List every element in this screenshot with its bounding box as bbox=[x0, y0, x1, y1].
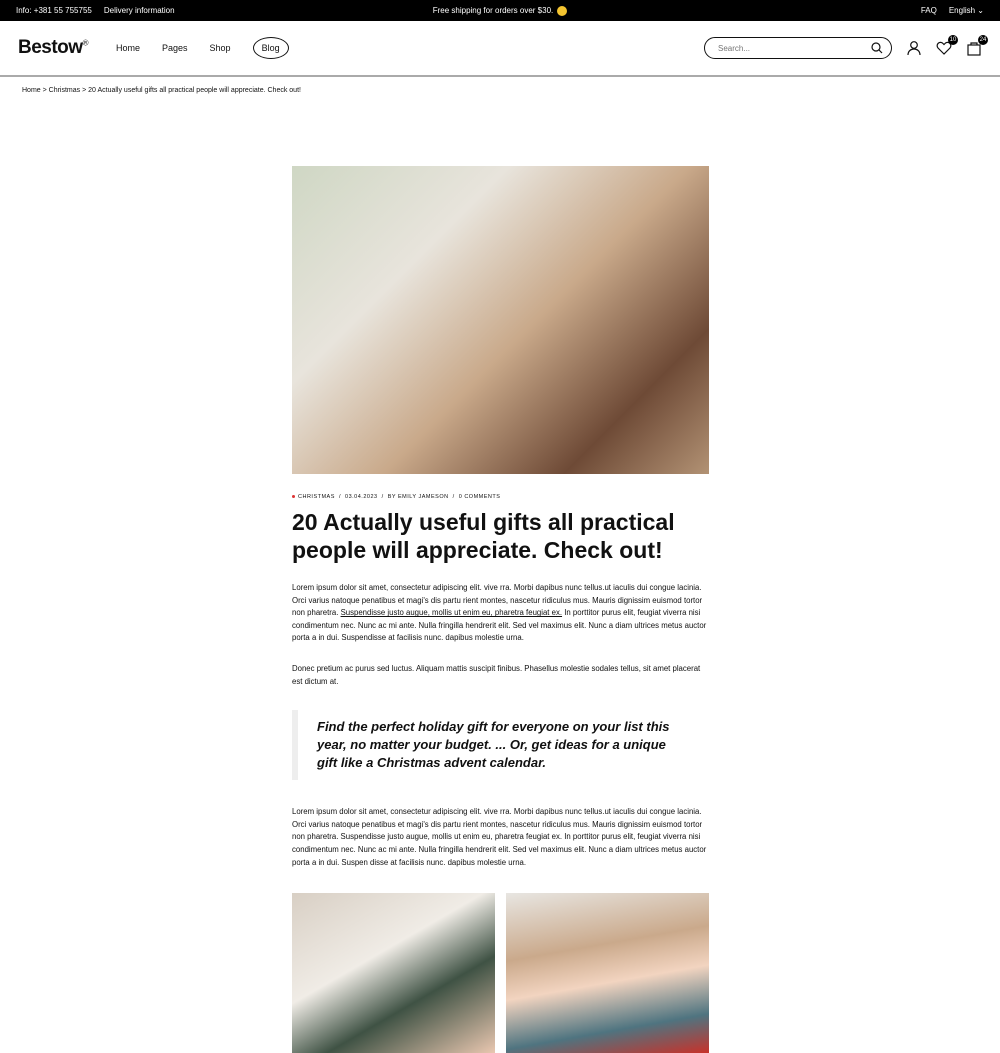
nav-pages[interactable]: Pages bbox=[162, 43, 188, 53]
faq-link[interactable]: FAQ bbox=[920, 6, 937, 15]
paragraph-2: Donec pretium ac purus sed luctus. Aliquam mattis suscipit finibus. Phasellus molestie sodales tellus, sit amet placerat est dictum at. bbox=[292, 663, 701, 686]
cart-count: 24 bbox=[979, 37, 987, 43]
main-nav bbox=[116, 37, 289, 59]
top-bar bbox=[0, 0, 1000, 21]
p1-text-b: In porttitor purus elit, feugiat viverra nisi condimentum nec. Nunc ac mi ante. Nulla fringilla hendrerit elit. Sed vel maximus elit. Nunc a diam ultrices metus auctor porta a in dui. Suspendisse at facilisis nunc. dapibus molestie urna. bbox=[292, 608, 707, 643]
search-box bbox=[704, 37, 892, 59]
gift-image bbox=[292, 893, 495, 1053]
shipping-notice: Free shipping for orders over $30. bbox=[432, 5, 554, 15]
article-title: 20 Actually useful gifts all practical people will appreciate. Check out! bbox=[292, 509, 675, 563]
language-selector[interactable]: English ⌄ bbox=[948, 6, 984, 15]
search-icon[interactable] bbox=[871, 42, 883, 54]
blockquote: Find the perfect holiday gift for everyone on your list this year, no matter your budget. ... Or, get ideas for a unique gift like a Christmas advent calendar. bbox=[292, 710, 682, 780]
delivery-info-link[interactable]: Delivery information bbox=[103, 6, 175, 15]
nav-home[interactable]: Home bbox=[115, 43, 140, 53]
category-dot-icon bbox=[292, 495, 295, 498]
paragraph-1 bbox=[292, 582, 709, 645]
post-meta: CHRISTMAS / 03.04.2023 / BY EMILY JAMESON / 0 COMMENTS bbox=[292, 494, 709, 500]
article bbox=[292, 166, 709, 1053]
smile-emoji-icon bbox=[557, 6, 567, 16]
account-button[interactable] bbox=[906, 40, 922, 56]
header bbox=[0, 21, 1000, 77]
category-link[interactable]: CHRISTMAS bbox=[298, 494, 335, 500]
nav-blog[interactable]: Blog bbox=[253, 37, 289, 59]
logo-mark: ® bbox=[82, 38, 88, 48]
search-input[interactable] bbox=[718, 44, 871, 53]
girl-image bbox=[506, 893, 709, 1053]
paragraph-3: Lorem ipsum dolor sit amet, consectetur adipiscing elit. vive rra. Morbi dapibus nunc tellus.ut iaculis dui congue lacinia. Orci varius natoque penatibus et magi's dis partu rient montes, nascetur ridiculus mus. Mauris dignissim euismod tortor non pharetra. Suspendisse justo augue, mollis ut enim eu, pharetra feugiat ex. In porttitor purus elit, feugiat viverra nisi condimentum nec. Nunc ac mi ante. Nulla fringilla hendrerit elit. Sed vel maximus elit. Nunc a diam ultrices metus auctor porta a in dui. Suspen disse at facilisis nunc. dapibus molestie urna. bbox=[292, 807, 707, 867]
user-icon bbox=[906, 40, 922, 56]
wishlist-button[interactable] bbox=[936, 37, 957, 56]
logo-text: Bestow bbox=[18, 37, 83, 58]
post-date: 03.04.2023 bbox=[345, 494, 378, 500]
p1-link[interactable]: Suspendisse justo augue, mollis ut enim eu, pharetra feugiat ex. bbox=[340, 608, 563, 618]
comments-link[interactable]: 0 COMMENTS bbox=[458, 494, 501, 500]
cart-button[interactable] bbox=[966, 37, 987, 56]
hero-image bbox=[292, 166, 709, 474]
wishlist-count: 10 bbox=[949, 37, 957, 43]
logo[interactable] bbox=[18, 37, 88, 59]
info-phone: Info: +381 55 755755 bbox=[16, 6, 92, 15]
author-link[interactable]: BY EMILY JAMESON bbox=[387, 494, 449, 500]
p1-text-a: Lorem ipsum dolor sit amet, consectetur adipiscing elit. vive rra. Morbi dapibus nunc tellus.ut iaculis dui congue lacinia. Orci varius natoque penatibus et magi's dis partu rient montes, nascetur ridiculus mus. Mauris dignissim euismod tortor non pharetra. bbox=[292, 583, 703, 618]
breadcrumb: Home > Christmas > 20 Actually useful gifts all practical people will appreciate. Check out! bbox=[22, 87, 301, 94]
nav-shop[interactable]: Shop bbox=[209, 43, 231, 53]
